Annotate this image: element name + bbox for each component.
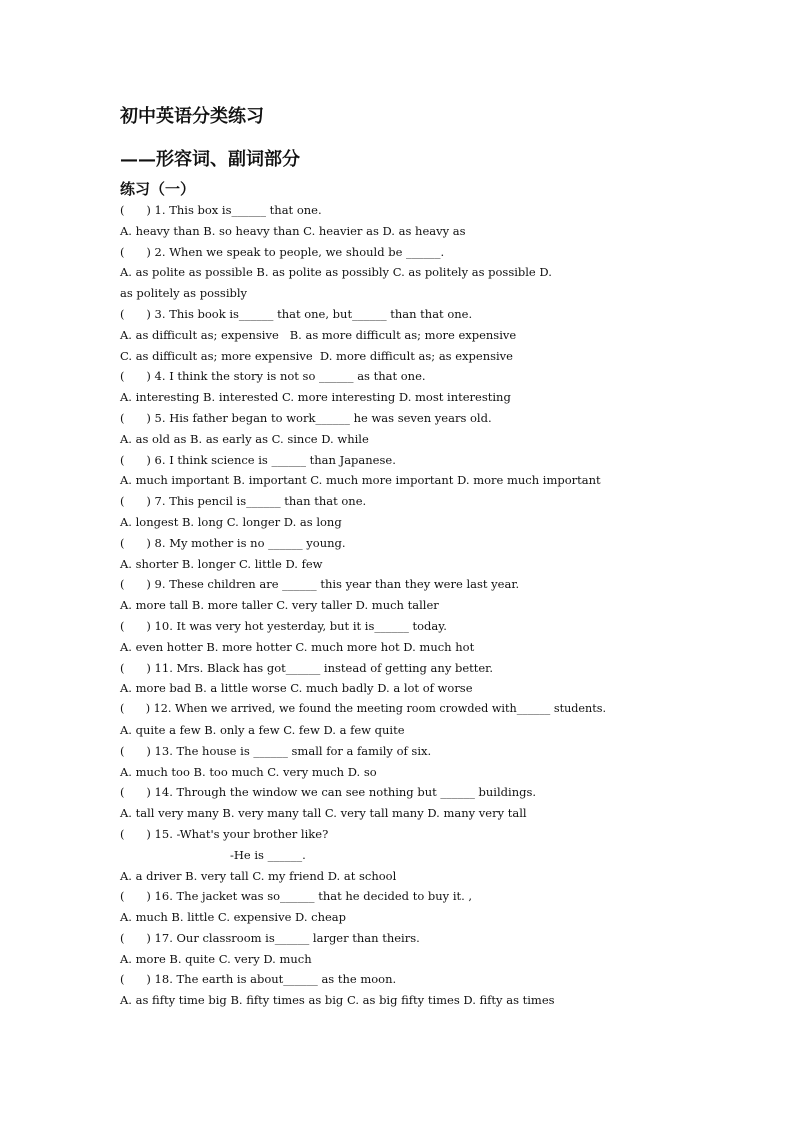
- dialogue-reply-line: -He is ______.: [230, 847, 306, 862]
- options-line: A. interesting B. interested C. more interesting D. most interesting: [120, 390, 511, 405]
- options-line: A. a driver B. very tall C. my friend D. at school: [120, 868, 397, 883]
- question-line: ( ) 11. Mrs. Black has got______ instead of getting any better.: [120, 660, 494, 675]
- options-line: A. as polite as possible B. as polite as possibly C. as politely as possible D.: [120, 265, 552, 280]
- options-line: as politely as possibly: [120, 286, 248, 301]
- options-line: A. as old as B. as early as C. since D. while: [120, 431, 369, 446]
- page-subtitle: ——形容词、副词部分: [120, 149, 300, 170]
- options-line: A. more bad B. a little worse C. much badly D. a lot of worse: [120, 681, 473, 696]
- question-line: ( ) 3. This book is______ that one, but______ than that one.: [120, 306, 473, 321]
- options-line: A. tall very many B. very many tall C. very tall many D. many very tall: [120, 806, 527, 821]
- options-line: A. much too B. too much C. very much D. so: [120, 764, 377, 779]
- question-line: ( ) 1. This box is______ that one.: [120, 203, 322, 217]
- options-line: A. longest B. long C. longer D. as long: [120, 514, 342, 529]
- page-title: 初中英语分类练习: [120, 106, 264, 127]
- question-line: ( ) 10. It was very hot yesterday, but it is______ today.: [120, 618, 447, 633]
- section-heading: 练习（一）: [120, 180, 196, 198]
- question-line: ( ) 12. When we arrived, we found the meeting room crowded with______ students.: [120, 702, 607, 716]
- options-line: A. much B. little C. expensive D. cheap: [120, 910, 347, 925]
- question-line: ( ) 2. When we speak to people, we should be ______.: [120, 244, 445, 259]
- question-line: ( ) 9. These children are ______ this year than they were last year.: [120, 577, 520, 592]
- question-line: ( ) 5. His father began to work______ he was seven years old.: [120, 410, 492, 425]
- question-line: ( ) 8. My mother is no ______ young.: [120, 535, 346, 550]
- options-line: A. more B. quite C. very D. much: [120, 951, 312, 966]
- options-line: A. heavy than B. so heavy than C. heavier as D. as heavy as: [120, 223, 466, 238]
- question-line: ( ) 18. The earth is about______ as the moon.: [120, 972, 397, 987]
- question-line: ( ) 4. I think the story is not so ______ as that one.: [120, 369, 426, 384]
- question-line: ( ) 6. I think science is ______ than Japanese.: [120, 452, 396, 467]
- options-line: A. shorter B. longer C. little D. few: [120, 556, 323, 571]
- options-line: A. as fifty time big B. fifty times as big C. as big fifty times D. fifty as times: [120, 993, 555, 1008]
- question-line: ( ) 16. The jacket was so______ that he decided to buy it. ,: [120, 889, 473, 904]
- options-line: A. more tall B. more taller C. very taller D. much taller: [120, 598, 439, 613]
- options-line: A. quite a few B. only a few C. few D. a few quite: [120, 722, 405, 737]
- options-line: A. much important B. important C. much more important D. more much important: [120, 473, 601, 488]
- question-line: ( ) 17. Our classroom is______ larger than theirs.: [120, 930, 420, 945]
- options-line: C. as difficult as; more expensive D. more difficult as; as expensive: [120, 348, 513, 363]
- options-line: A. even hotter B. more hotter C. much more hot D. much hot: [120, 639, 475, 654]
- document-content: [120, 104, 680, 1011]
- question-line: ( ) 7. This pencil is______ than that one.: [120, 494, 367, 509]
- options-line: A. as difficult as; expensive B. as more difficult as; more expensive: [120, 327, 517, 342]
- question-line: ( ) 15. -What's your brother like?: [120, 826, 329, 841]
- question-line: ( ) 14. Through the window we can see nothing but ______ buildings.: [120, 785, 537, 800]
- question-line: ( ) 13. The house is ______ small for a family of six.: [120, 743, 432, 758]
